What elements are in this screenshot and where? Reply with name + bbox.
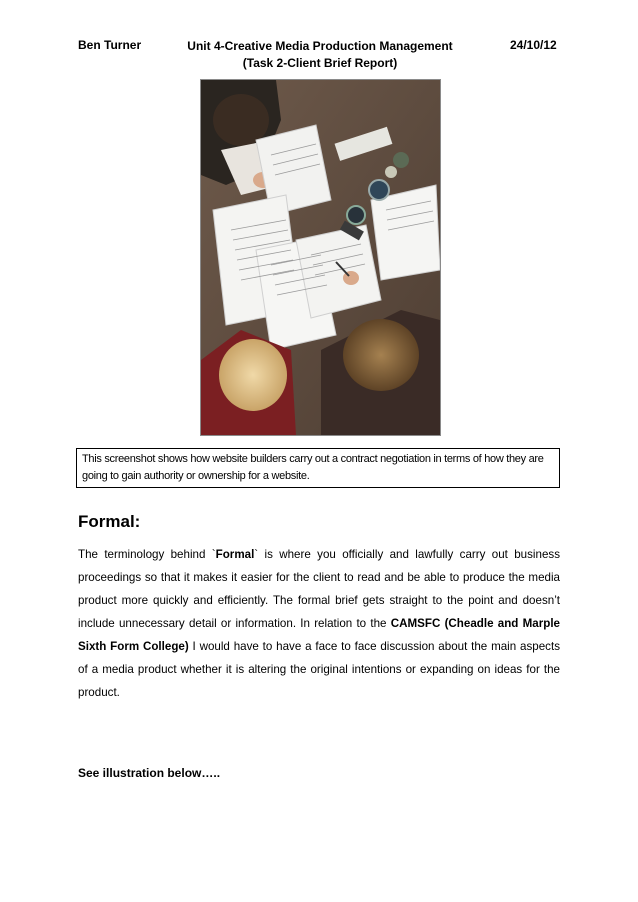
figure-caption: This screenshot shows how website builders carry out a contract negotiation in terms of how they are going to gain authority or ownership for a website. [76, 448, 560, 488]
header-title-line1: Unit 4-Creative Media Production Management [187, 39, 453, 53]
paragraph-text: I would have to have a face to face discussion about the main aspects of a media product whether it is altering the original intentions or expanding on ideas for the product. [78, 640, 560, 699]
body-paragraph [78, 543, 560, 704]
paragraph-text: ` is where you officially and lawfully carry out business proceedings so that it makes it easier for the client to read and be able to produce the media product more quickly and efficiently. The formal brief gets straight to the point and doesn’t include unnecessary detail or information. In relation to the [78, 548, 560, 630]
college-name: CAMSFC (Cheadle and Marple Sixth Form College) [78, 617, 560, 653]
header-author: Ben Turner [78, 38, 142, 52]
meeting-photo-illustration [201, 80, 440, 435]
paragraph-text: The terminology behind ` [78, 548, 216, 561]
meeting-photo [200, 79, 441, 436]
header-title [170, 38, 470, 72]
see-illustration-text: See illustration below….. [78, 766, 221, 780]
header-title-line2: (Task 2-Client Brief Report) [242, 56, 398, 70]
formal-term: Formal [215, 548, 255, 561]
header-date: 24/10/12 [510, 38, 557, 52]
section-heading: Formal: [78, 512, 141, 531]
